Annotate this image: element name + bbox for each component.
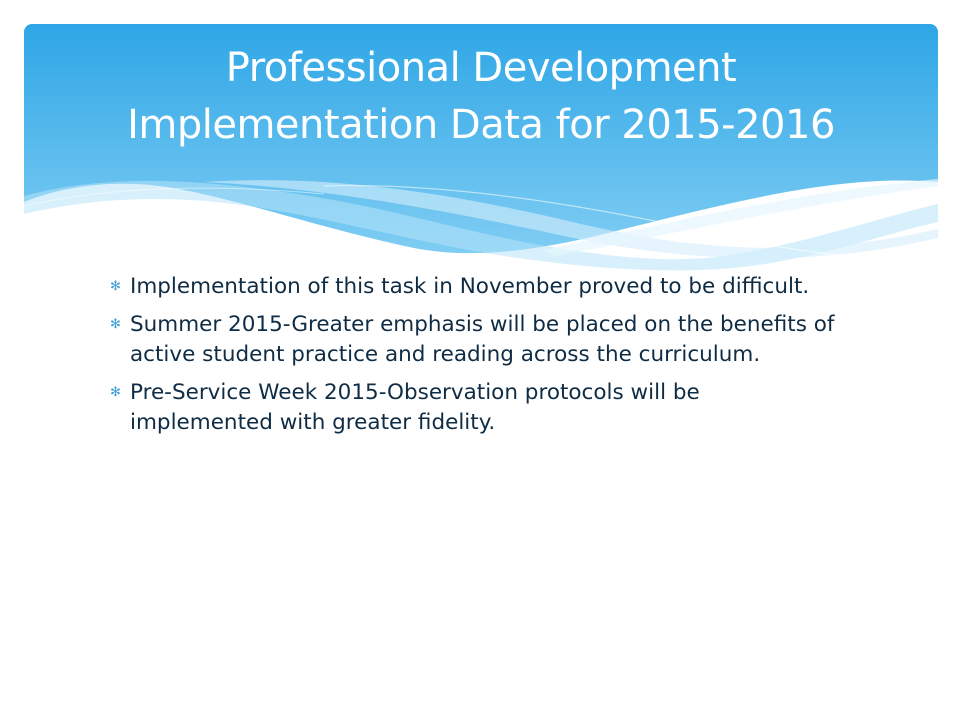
bullet-text: Pre-Service Week 2015-Observation protocols will be implemented with greater fidelity.	[130, 380, 700, 435]
bullet-item	[110, 272, 836, 302]
asterisk-bullet-icon: ✻	[110, 385, 121, 400]
bullet-text: Implementation of this task in November proved to be difficult.	[130, 274, 810, 299]
bullet-text: Summer 2015-Greater emphasis will be placed on the benefits of active student practice and reading across the curriculum.	[130, 312, 835, 367]
bullet-item	[110, 378, 836, 438]
title-line-1: Professional Development	[225, 45, 737, 91]
bullet-item	[110, 310, 836, 370]
title-line-2: Implementation Data for 2015-2016	[127, 102, 835, 148]
slide-title	[24, 40, 938, 154]
content-area	[110, 272, 836, 446]
asterisk-bullet-icon: ✻	[110, 279, 121, 294]
bullet-list	[110, 272, 836, 438]
asterisk-bullet-icon: ✻	[110, 317, 121, 332]
